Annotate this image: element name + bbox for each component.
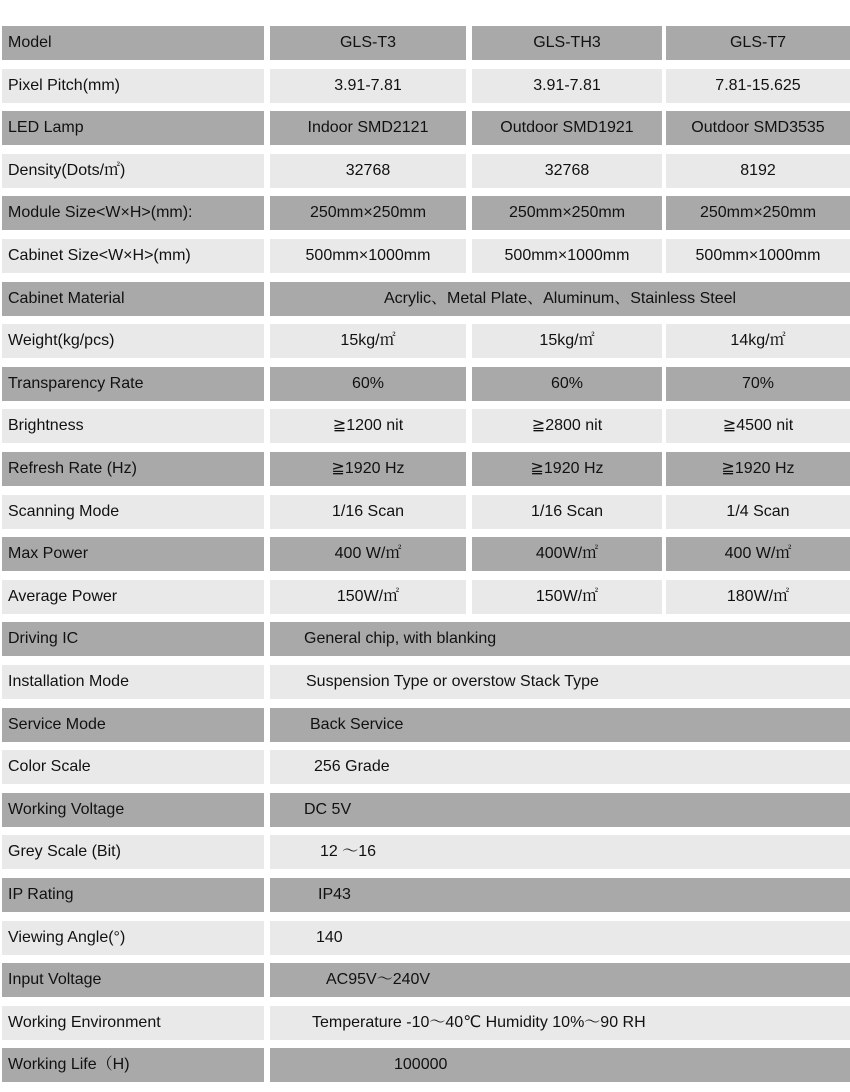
spec-value-3: 1/4 Scan [666,495,850,529]
spec-row [0,963,850,997]
spec-value-1: ≧1920 Hz [270,452,466,486]
spec-label: Weight(kg/pcs) [2,324,264,358]
spec-value-span: Temperature -10～40℃ Humidity 10%～90 RH [270,1006,850,1040]
spec-row [0,878,850,912]
spec-value-span: 12 ～16 [270,835,850,869]
spec-row [0,835,850,869]
spec-row [0,26,850,60]
spec-label: IP Rating [2,878,264,912]
spec-label: Model [2,26,264,60]
spec-label: Refresh Rate (Hz) [2,452,264,486]
spec-value-1: ≧1200 nit [270,409,466,443]
spec-value-1: 3.91-7.81 [270,69,466,103]
spec-row [0,750,850,784]
spec-label: Viewing Angle(°) [2,921,264,955]
spec-row [0,324,850,358]
spec-value-1: 32768 [270,154,466,188]
spec-value-span: 256 Grade [270,750,850,784]
spec-row [0,154,850,188]
spec-value-1: Indoor SMD2121 [270,111,466,145]
spec-row [0,69,850,103]
spec-value-3: 14kg/㎡ [666,324,850,358]
spec-label: Module Size<W×H>(mm): [2,196,264,230]
spec-row [0,537,850,571]
spec-label: Driving IC [2,622,264,656]
spec-value-2: ≧2800 nit [472,409,662,443]
spec-value-3: Outdoor SMD3535 [666,111,850,145]
spec-value-2: 32768 [472,154,662,188]
spec-row [0,622,850,656]
spec-label: Average Power [2,580,264,614]
spec-value-3: ≧1920 Hz [666,452,850,486]
spec-value-span: Suspension Type or overstow Stack Type [270,665,850,699]
spec-value-3: ≧4500 nit [666,409,850,443]
spec-value-3: 180W/㎡ [666,580,850,614]
spec-value-3: 400 W/㎡ [666,537,850,571]
spec-row [0,1006,850,1040]
spec-label: Scanning Mode [2,495,264,529]
spec-value-1: 60% [270,367,466,401]
spec-value-span: DC 5V [270,793,850,827]
spec-row [0,282,850,316]
spec-label: LED Lamp [2,111,264,145]
spec-value-1: 250mm×250mm [270,196,466,230]
spec-value-span: General chip, with blanking [270,622,850,656]
spec-value-3: GLS-T7 [666,26,850,60]
spec-row [0,1048,850,1082]
spec-value-2: 150W/㎡ [472,580,662,614]
spec-row [0,793,850,827]
spec-row [0,580,850,614]
spec-value-2: 15kg/㎡ [472,324,662,358]
spec-value-3: 70% [666,367,850,401]
spec-label: Working Voltage [2,793,264,827]
spec-value-3: 7.81-15.625 [666,69,850,103]
spec-value-2: GLS-TH3 [472,26,662,60]
spec-value-2: 3.91-7.81 [472,69,662,103]
spec-label: Cabinet Material [2,282,264,316]
spec-row [0,708,850,742]
spec-value-span: Back Service [270,708,850,742]
spec-label: Max Power [2,537,264,571]
spec-row [0,921,850,955]
spec-row [0,452,850,486]
spec-value-span: 100000 [270,1048,850,1082]
spec-value-1: GLS-T3 [270,26,466,60]
spec-value-2: Outdoor SMD1921 [472,111,662,145]
spec-row [0,367,850,401]
spec-label: Color Scale [2,750,264,784]
spec-row [0,239,850,273]
spec-label: Input Voltage [2,963,264,997]
spec-label: Density(Dots/㎡) [2,154,264,188]
spec-value-1: 1/16 Scan [270,495,466,529]
spec-value-3: 500mm×1000mm [666,239,850,273]
spec-value-2: ≧1920 Hz [472,452,662,486]
spec-value-1: 400 W/㎡ [270,537,466,571]
spec-label: Transparency Rate [2,367,264,401]
spec-label: Brightness [2,409,264,443]
spec-label: Working Environment [2,1006,264,1040]
spec-value-span: 140 [270,921,850,955]
spec-row [0,111,850,145]
spec-row [0,665,850,699]
spec-label: Working Life（H) [2,1048,264,1082]
spec-value-2: 60% [472,367,662,401]
spec-value-3: 8192 [666,154,850,188]
spec-row [0,495,850,529]
spec-value-2: 1/16 Scan [472,495,662,529]
spec-value-2: 250mm×250mm [472,196,662,230]
spec-value-1: 150W/㎡ [270,580,466,614]
spec-value-span: Acrylic、Metal Plate、Aluminum、Stainless Steel [270,282,850,316]
spec-label: Installation Mode [2,665,264,699]
spec-value-2: 400W/㎡ [472,537,662,571]
spec-row [0,196,850,230]
spec-value-3: 250mm×250mm [666,196,850,230]
spec-value-1: 15kg/㎡ [270,324,466,358]
spec-label: Grey Scale (Bit) [2,835,264,869]
spec-value-span: IP43 [270,878,850,912]
spec-row [0,409,850,443]
spec-label: Pixel Pitch(mm) [2,69,264,103]
spec-label: Cabinet Size<W×H>(mm) [2,239,264,273]
spec-value-span: AC95V～240V [270,963,850,997]
spec-label: Service Mode [2,708,264,742]
spec-value-1: 500mm×1000mm [270,239,466,273]
spec-value-2: 500mm×1000mm [472,239,662,273]
